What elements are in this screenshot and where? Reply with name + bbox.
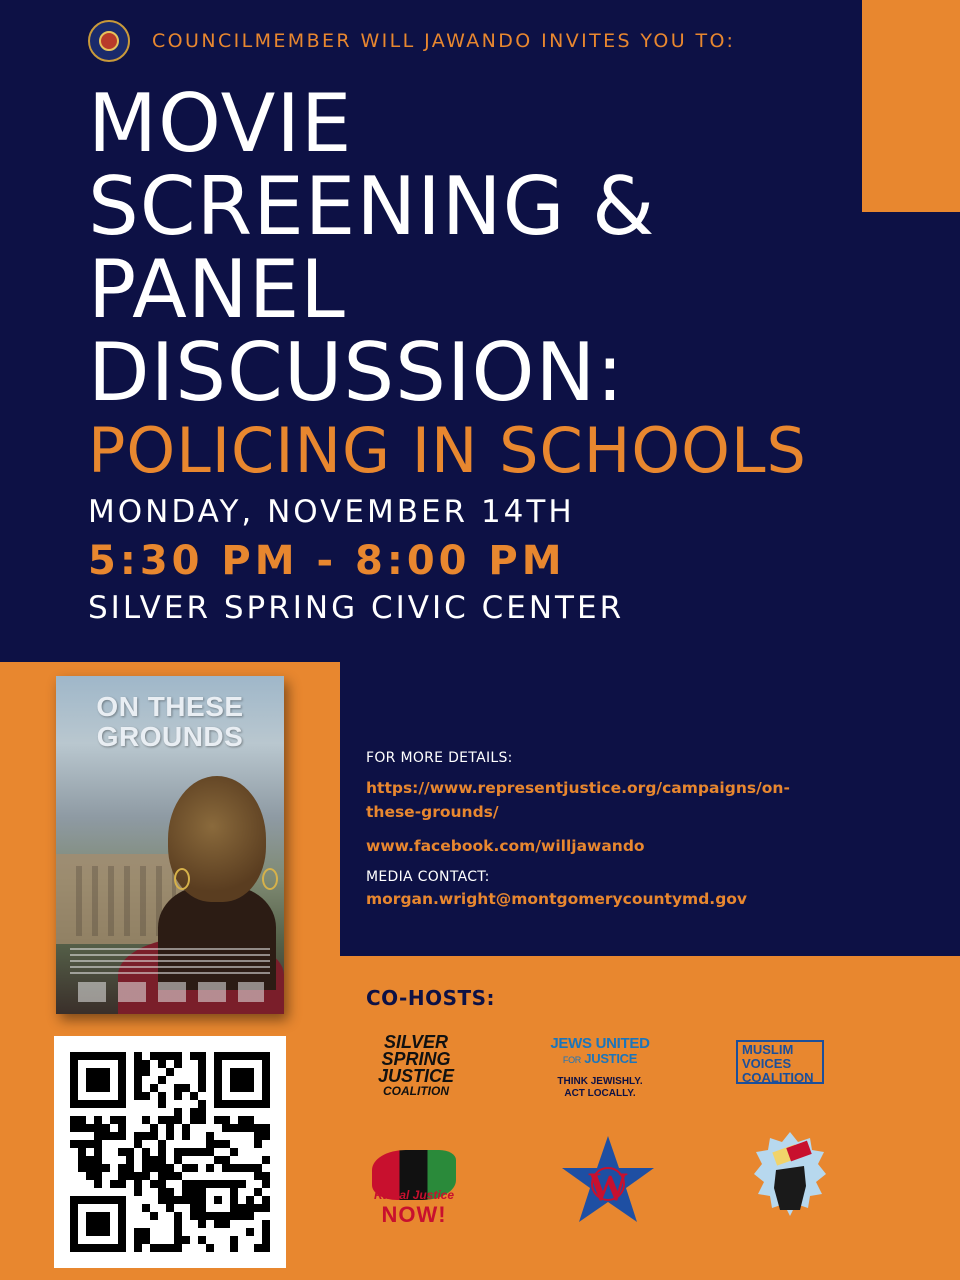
details-label: FOR MORE DETAILS: — [366, 750, 513, 766]
orange-corner-block — [862, 0, 960, 212]
logo-text: NOW! — [381, 1202, 447, 1227]
poster-laurels — [78, 982, 264, 1002]
film-poster — [56, 676, 284, 1014]
media-contact-label: MEDIA CONTACT: — [366, 869, 490, 885]
qr-code-icon — [70, 1052, 270, 1252]
media-contact-email[interactable]: morgan.wright@montgomerycountymd.gov — [366, 890, 748, 908]
title-line: SCREENING & — [88, 160, 656, 253]
logo-text: COALITION — [742, 1070, 814, 1085]
event-title — [88, 77, 656, 419]
event-subtitle: POLICING IN SCHOOLS — [88, 414, 807, 487]
invite-line: COUNCILMEMBER WILL JAWANDO INVITES YOU TO: — [152, 30, 736, 52]
raised-fist-logo-icon — [752, 1130, 828, 1222]
details-url-continued[interactable]: these-grounds/ — [366, 803, 499, 821]
facebook-link[interactable]: www.facebook.com/willjawando — [366, 837, 645, 855]
qr-code[interactable] — [54, 1036, 286, 1268]
logo-text: Racial Justice — [373, 1188, 455, 1202]
title-line: DISCUSSION: — [88, 326, 625, 419]
logo-text: FOR — [562, 1055, 581, 1065]
jews-united-for-justice-logo — [536, 1036, 664, 1100]
logo-text: JUSTICE — [377, 1066, 455, 1086]
event-time: 5:30 PM - 8:00 PM — [88, 538, 566, 584]
poster-credits — [70, 948, 270, 978]
navy-background-strip — [862, 212, 960, 662]
logo-text: COALITION — [383, 1084, 449, 1098]
logo-text: SPRING — [381, 1049, 451, 1069]
county-seal-icon — [88, 20, 130, 62]
title-line: PANEL — [88, 243, 346, 336]
poster-title-line: GROUNDS — [96, 721, 244, 752]
silver-spring-justice-coalition-logo — [366, 1034, 466, 1106]
star-monogram-logo-icon — [558, 1134, 658, 1226]
cohosts-heading: CO-HOSTS: — [366, 986, 496, 1010]
svg-text:W: W — [588, 1164, 628, 1209]
racial-justice-now-logo — [362, 1140, 466, 1228]
event-date: MONDAY, NOVEMBER 14TH — [88, 494, 575, 530]
poster-title-line: ON THESE — [96, 691, 244, 722]
logo-text: JUSTICE — [584, 1051, 638, 1066]
logo-text: MUSLIM — [742, 1042, 794, 1057]
earring-icon — [262, 868, 278, 890]
title-line: MOVIE — [88, 77, 353, 170]
logo-text: SILVER — [383, 1032, 449, 1052]
details-url[interactable]: https://www.representjustice.org/campaigns/on- — [366, 779, 790, 797]
earring-icon — [174, 868, 190, 890]
logo-text: JEWS UNITED — [550, 1035, 650, 1052]
poster-title — [56, 692, 284, 752]
logo-text: ACT LOCALLY. — [564, 1088, 636, 1099]
logo-text: VOICES — [742, 1056, 792, 1071]
event-venue: SILVER SPRING CIVIC CENTER — [88, 590, 625, 626]
muslim-voices-coalition-logo — [736, 1040, 824, 1084]
logo-text: THINK JEWISHLY. — [557, 1076, 643, 1087]
